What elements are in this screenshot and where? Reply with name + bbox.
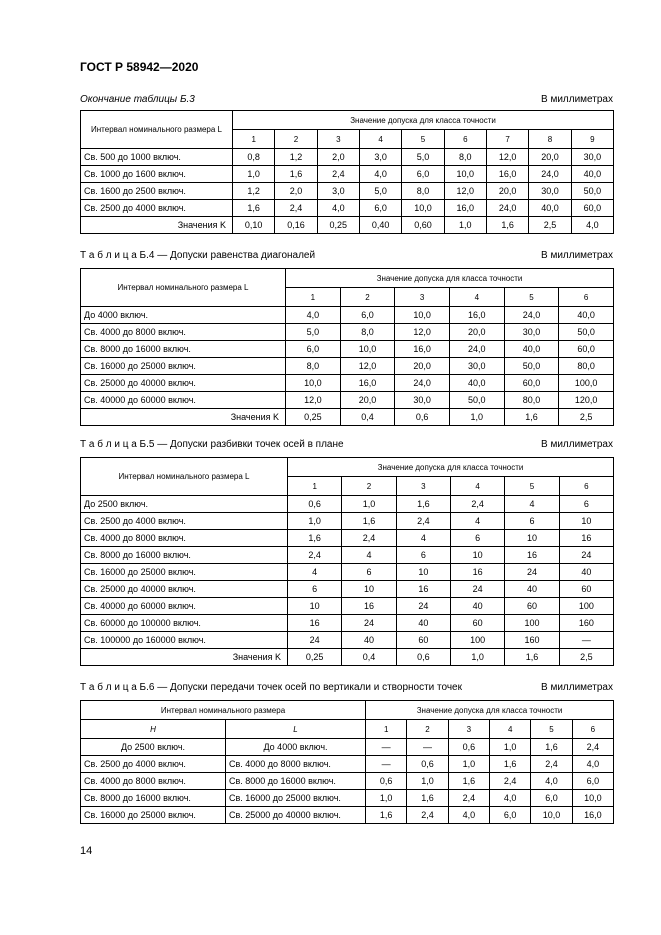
- value-cell: 2,4: [531, 756, 572, 773]
- interval-header: Интервал номинального размера L: [81, 269, 286, 307]
- table-row: [81, 217, 614, 234]
- value-cell: 1,6: [366, 807, 407, 824]
- table-row: [81, 615, 614, 632]
- table-row: [81, 807, 614, 824]
- class-header: 4: [359, 130, 401, 149]
- value-cell: 60,0: [504, 375, 559, 392]
- value-cell: 40,0: [559, 307, 614, 324]
- value-cell: 24: [288, 632, 342, 649]
- value-cell: 4: [396, 530, 450, 547]
- value-cell: 60: [505, 598, 559, 615]
- value-cell: 0,25: [317, 217, 359, 234]
- value-cell: 30,0: [395, 392, 450, 409]
- value-cell: 6,0: [359, 200, 401, 217]
- value-cell: 16: [450, 564, 504, 581]
- value-cell: 1,0: [450, 649, 504, 666]
- table-row: [81, 358, 614, 375]
- row-label: Св. 1600 до 2500 включ.: [81, 183, 233, 200]
- value-cell: 50,0: [449, 392, 504, 409]
- l-interval-cell: Св. 8000 до 16000 включ.: [226, 773, 366, 790]
- table-b4: [80, 268, 614, 426]
- value-cell: 4,0: [286, 307, 341, 324]
- value-cell: 50,0: [571, 183, 613, 200]
- tolerance-group-header: Значение допуска для класса точности: [366, 701, 614, 720]
- value-cell: 30,0: [449, 358, 504, 375]
- row-label: Св. 500 до 1000 включ.: [81, 149, 233, 166]
- value-cell: 6: [559, 496, 613, 513]
- value-cell: 6,0: [340, 307, 395, 324]
- value-cell: 0,25: [286, 409, 341, 426]
- value-cell: 2,0: [275, 183, 317, 200]
- value-cell: 12,0: [340, 358, 395, 375]
- value-cell: —: [366, 739, 407, 756]
- value-cell: 10,0: [444, 166, 486, 183]
- value-cell: 2,5: [529, 217, 571, 234]
- h-interval-cell: Св. 4000 до 8000 включ.: [81, 773, 226, 790]
- interval-header: Интервал номинального размера L: [81, 111, 233, 149]
- value-cell: 40,0: [571, 166, 613, 183]
- value-cell: 6: [396, 547, 450, 564]
- class-header: 4: [490, 720, 531, 739]
- value-cell: 4: [450, 513, 504, 530]
- value-cell: 10: [288, 598, 342, 615]
- value-cell: 10,0: [340, 341, 395, 358]
- class-header: 9: [571, 130, 613, 149]
- table-b3: [80, 110, 614, 234]
- value-cell: 24: [450, 581, 504, 598]
- class-header: 1: [288, 477, 342, 496]
- value-cell: 0,40: [359, 217, 401, 234]
- value-cell: 60,0: [571, 200, 613, 217]
- value-cell: 10: [342, 581, 396, 598]
- value-cell: 16,0: [486, 166, 528, 183]
- table-row: [81, 183, 614, 200]
- value-cell: 10,0: [531, 807, 572, 824]
- value-cell: 50,0: [559, 324, 614, 341]
- value-cell: 24: [342, 615, 396, 632]
- document-header: ГОСТ Р 58942—2020: [80, 60, 199, 74]
- h-interval-cell: Св. 8000 до 16000 включ.: [81, 790, 226, 807]
- value-cell: 6: [450, 530, 504, 547]
- value-cell: 6,0: [531, 790, 572, 807]
- value-cell: 0,6: [396, 649, 450, 666]
- value-cell: 2,4: [275, 200, 317, 217]
- class-header: 1: [286, 288, 341, 307]
- value-cell: 1,6: [486, 217, 528, 234]
- value-cell: 16,0: [449, 307, 504, 324]
- value-cell: 4,0: [531, 773, 572, 790]
- class-header: 3: [317, 130, 359, 149]
- value-cell: 0,10: [233, 217, 275, 234]
- value-cell: 2,0: [317, 149, 359, 166]
- value-cell: 40,0: [504, 341, 559, 358]
- row-label: Св. 8000 до 16000 включ.: [81, 547, 288, 564]
- value-cell: 80,0: [504, 392, 559, 409]
- value-cell: 1,0: [449, 409, 504, 426]
- value-cell: 1,0: [342, 496, 396, 513]
- class-header: 1: [233, 130, 275, 149]
- value-cell: 24: [505, 564, 559, 581]
- value-cell: 6: [505, 513, 559, 530]
- value-cell: 40,0: [449, 375, 504, 392]
- table-row: [81, 581, 614, 598]
- value-cell: 1,6: [342, 513, 396, 530]
- row-label: До 4000 включ.: [81, 307, 286, 324]
- tolerance-group-header: Значение допуска для класса точности: [288, 458, 614, 477]
- interval-header: Интервал номинального размера L: [81, 458, 288, 496]
- value-cell: 5,0: [359, 183, 401, 200]
- value-cell: 12,0: [286, 392, 341, 409]
- value-cell: 2,4: [448, 790, 489, 807]
- value-cell: 6,0: [572, 773, 613, 790]
- value-cell: 10,0: [286, 375, 341, 392]
- table-row: [81, 790, 614, 807]
- value-cell: 10,0: [402, 200, 444, 217]
- table-b4-units: В миллиметрах: [541, 250, 613, 261]
- value-cell: 1,6: [396, 496, 450, 513]
- value-cell: 4,0: [448, 807, 489, 824]
- value-cell: —: [366, 756, 407, 773]
- value-cell: 160: [559, 615, 613, 632]
- table-row: [81, 409, 614, 426]
- class-header: 6: [444, 130, 486, 149]
- value-cell: 8,0: [402, 183, 444, 200]
- table-b5-caption: Т а б л и ц а Б.5 — Допуски разбивки точек осей в плане: [80, 439, 344, 450]
- value-cell: 60: [450, 615, 504, 632]
- row-label: Значения K: [81, 649, 288, 666]
- value-cell: 0,16: [275, 217, 317, 234]
- table-row: [81, 564, 614, 581]
- value-cell: 2,4: [396, 513, 450, 530]
- interval-header: Интервал номинального размера: [81, 701, 366, 720]
- value-cell: 4,0: [359, 166, 401, 183]
- value-cell: 40: [505, 581, 559, 598]
- value-cell: 40: [396, 615, 450, 632]
- value-cell: 80,0: [559, 358, 614, 375]
- value-cell: 16: [505, 547, 559, 564]
- value-cell: 0,6: [395, 409, 450, 426]
- value-cell: 4: [505, 496, 559, 513]
- value-cell: 20,0: [449, 324, 504, 341]
- value-cell: 0,8: [233, 149, 275, 166]
- class-header: 7: [486, 130, 528, 149]
- value-cell: 24: [396, 598, 450, 615]
- value-cell: 1,6: [505, 649, 559, 666]
- value-cell: —: [559, 632, 613, 649]
- value-cell: 1,6: [407, 790, 448, 807]
- value-cell: 1,2: [233, 183, 275, 200]
- value-cell: 2,4: [450, 496, 504, 513]
- value-cell: 16: [342, 598, 396, 615]
- table-b3-caption: Окончание таблицы Б.3: [80, 94, 195, 105]
- row-label: Св. 25000 до 40000 включ.: [81, 581, 288, 598]
- class-header: 5: [531, 720, 572, 739]
- table-b3-units: В миллиметрах: [541, 94, 613, 105]
- table-row: [81, 307, 614, 324]
- table-row: [81, 341, 614, 358]
- value-cell: 8,0: [286, 358, 341, 375]
- value-cell: 0,6: [366, 773, 407, 790]
- table-row: [81, 166, 614, 183]
- value-cell: 160: [505, 632, 559, 649]
- l-interval-cell: Св. 16000 до 25000 включ.: [226, 790, 366, 807]
- value-cell: 24,0: [486, 200, 528, 217]
- row-label: Св. 8000 до 16000 включ.: [81, 341, 286, 358]
- row-label: Значения K: [81, 409, 286, 426]
- value-cell: 20,0: [395, 358, 450, 375]
- value-cell: 4,0: [490, 790, 531, 807]
- table-row: [81, 392, 614, 409]
- table-row: [81, 324, 614, 341]
- value-cell: 0,6: [448, 739, 489, 756]
- value-cell: 1,6: [531, 739, 572, 756]
- table-row: [81, 598, 614, 615]
- value-cell: 40: [559, 564, 613, 581]
- value-cell: 2,4: [490, 773, 531, 790]
- value-cell: 0,4: [340, 409, 395, 426]
- table-b6: [80, 700, 614, 824]
- value-cell: 4,0: [317, 200, 359, 217]
- table-b5-units: В миллиметрах: [541, 439, 613, 450]
- value-cell: 4: [342, 547, 396, 564]
- class-header: 3: [395, 288, 450, 307]
- value-cell: 100: [559, 598, 613, 615]
- value-cell: 24,0: [504, 307, 559, 324]
- class-row: [81, 720, 614, 739]
- header-row: [81, 111, 614, 130]
- row-label: Св. 16000 до 25000 включ.: [81, 358, 286, 375]
- page-number: 14: [80, 845, 93, 857]
- row-label: Св. 40000 до 60000 включ.: [81, 392, 286, 409]
- row-label: Св. 2500 до 4000 включ.: [81, 513, 288, 530]
- value-cell: 2,4: [407, 807, 448, 824]
- value-cell: 100: [450, 632, 504, 649]
- table-b6-caption: Т а б л и ц а Б.6 — Допуски передачи точек осей по вертикали и створности точек: [80, 682, 462, 693]
- value-cell: 60,0: [559, 341, 614, 358]
- value-cell: 10: [559, 513, 613, 530]
- value-cell: 2,4: [342, 530, 396, 547]
- value-cell: 40: [450, 598, 504, 615]
- value-cell: 1,0: [288, 513, 342, 530]
- h-interval-cell: Св. 2500 до 4000 включ.: [81, 756, 226, 773]
- row-label: До 2500 включ.: [81, 496, 288, 513]
- class-header: 2: [340, 288, 395, 307]
- value-cell: 6: [342, 564, 396, 581]
- value-cell: 40,0: [529, 200, 571, 217]
- value-cell: 20,0: [340, 392, 395, 409]
- l-interval-cell: Св. 25000 до 40000 включ.: [226, 807, 366, 824]
- table-b4-caption: Т а б л и ц а Б.4 — Допуски равенства диагоналей: [80, 250, 316, 261]
- value-cell: 60: [559, 581, 613, 598]
- row-label: Св. 100000 до 160000 включ.: [81, 632, 288, 649]
- value-cell: 1,2: [275, 149, 317, 166]
- tolerance-group-header: Значение допуска для класса точности: [286, 269, 614, 288]
- class-header: 6: [559, 477, 613, 496]
- value-cell: 1,6: [275, 166, 317, 183]
- table-b5: [80, 457, 614, 666]
- table-row: [81, 739, 614, 756]
- value-cell: 4,0: [571, 217, 613, 234]
- l-subheader: L: [226, 720, 366, 739]
- class-header: 3: [448, 720, 489, 739]
- value-cell: 10: [396, 564, 450, 581]
- value-cell: 20,0: [486, 183, 528, 200]
- value-cell: 6: [288, 581, 342, 598]
- class-header: 5: [505, 477, 559, 496]
- class-header: 2: [407, 720, 448, 739]
- value-cell: 100: [505, 615, 559, 632]
- table-row: [81, 649, 614, 666]
- table-row: [81, 756, 614, 773]
- value-cell: 12,0: [444, 183, 486, 200]
- value-cell: 1,0: [490, 739, 531, 756]
- row-label: Св. 60000 до 100000 включ.: [81, 615, 288, 632]
- value-cell: 5,0: [286, 324, 341, 341]
- value-cell: 8,0: [340, 324, 395, 341]
- value-cell: 24,0: [395, 375, 450, 392]
- header-row: [81, 701, 614, 720]
- table-row: [81, 530, 614, 547]
- tolerance-group-header: Значение допуска для класса точности: [233, 111, 614, 130]
- h-interval-cell: Св. 16000 до 25000 включ.: [81, 807, 226, 824]
- value-cell: 1,0: [233, 166, 275, 183]
- value-cell: 16: [288, 615, 342, 632]
- value-cell: 60: [396, 632, 450, 649]
- value-cell: 2,5: [559, 409, 614, 426]
- value-cell: 24: [559, 547, 613, 564]
- value-cell: 0,6: [407, 756, 448, 773]
- class-header: 2: [342, 477, 396, 496]
- value-cell: 5,0: [402, 149, 444, 166]
- value-cell: 2,4: [572, 739, 613, 756]
- value-cell: 16: [396, 581, 450, 598]
- value-cell: —: [407, 739, 448, 756]
- header-row: [81, 269, 614, 288]
- class-header: 6: [572, 720, 613, 739]
- class-header: 5: [402, 130, 444, 149]
- value-cell: 3,0: [317, 183, 359, 200]
- class-header: 3: [396, 477, 450, 496]
- value-cell: 10: [450, 547, 504, 564]
- value-cell: 20,0: [529, 149, 571, 166]
- value-cell: 0,4: [342, 649, 396, 666]
- table-row: [81, 149, 614, 166]
- table-row: [81, 773, 614, 790]
- value-cell: 1,6: [448, 773, 489, 790]
- class-header: 6: [559, 288, 614, 307]
- value-cell: 30,0: [504, 324, 559, 341]
- value-cell: 12,0: [395, 324, 450, 341]
- value-cell: 6,0: [490, 807, 531, 824]
- table-row: [81, 200, 614, 217]
- value-cell: 1,0: [407, 773, 448, 790]
- value-cell: 4,0: [572, 756, 613, 773]
- value-cell: 10: [505, 530, 559, 547]
- value-cell: 8,0: [444, 149, 486, 166]
- value-cell: 16: [559, 530, 613, 547]
- value-cell: 2,5: [559, 649, 613, 666]
- class-header: 5: [504, 288, 559, 307]
- value-cell: 2,4: [288, 547, 342, 564]
- value-cell: 10,0: [572, 790, 613, 807]
- table-row: [81, 496, 614, 513]
- value-cell: 16,0: [444, 200, 486, 217]
- value-cell: 40: [342, 632, 396, 649]
- class-header: 8: [529, 130, 571, 149]
- row-label: Значения K: [81, 217, 233, 234]
- value-cell: 10,0: [395, 307, 450, 324]
- l-interval-cell: Св. 4000 до 8000 включ.: [226, 756, 366, 773]
- value-cell: 0,25: [288, 649, 342, 666]
- row-label: Св. 40000 до 60000 включ.: [81, 598, 288, 615]
- value-cell: 16,0: [340, 375, 395, 392]
- value-cell: 30,0: [571, 149, 613, 166]
- value-cell: 50,0: [504, 358, 559, 375]
- header-row: [81, 458, 614, 477]
- value-cell: 1,6: [288, 530, 342, 547]
- value-cell: 24,0: [529, 166, 571, 183]
- row-label: Св. 2500 до 4000 включ.: [81, 200, 233, 217]
- value-cell: 16,0: [572, 807, 613, 824]
- value-cell: 3,0: [359, 149, 401, 166]
- value-cell: 0,6: [288, 496, 342, 513]
- value-cell: 1,0: [366, 790, 407, 807]
- table-row: [81, 375, 614, 392]
- value-cell: 24,0: [449, 341, 504, 358]
- value-cell: 120,0: [559, 392, 614, 409]
- l-interval-cell: До 4000 включ.: [226, 739, 366, 756]
- value-cell: 0,60: [402, 217, 444, 234]
- row-label: Св. 4000 до 8000 включ.: [81, 324, 286, 341]
- class-header: 2: [275, 130, 317, 149]
- value-cell: 100,0: [559, 375, 614, 392]
- value-cell: 1,6: [233, 200, 275, 217]
- value-cell: 2,4: [317, 166, 359, 183]
- h-subheader: H: [81, 720, 226, 739]
- value-cell: 1,0: [444, 217, 486, 234]
- value-cell: 16,0: [395, 341, 450, 358]
- value-cell: 6,0: [402, 166, 444, 183]
- h-interval-cell: До 2500 включ.: [81, 739, 226, 756]
- row-label: Св. 4000 до 8000 включ.: [81, 530, 288, 547]
- value-cell: 4: [288, 564, 342, 581]
- value-cell: 12,0: [486, 149, 528, 166]
- value-cell: 30,0: [529, 183, 571, 200]
- value-cell: 1,0: [448, 756, 489, 773]
- table-b6-units: В миллиметрах: [541, 682, 613, 693]
- table-row: [81, 513, 614, 530]
- table-row: [81, 632, 614, 649]
- value-cell: 1,6: [504, 409, 559, 426]
- table-row: [81, 547, 614, 564]
- class-header: 4: [450, 477, 504, 496]
- row-label: Св. 16000 до 25000 включ.: [81, 564, 288, 581]
- class-header: 4: [449, 288, 504, 307]
- value-cell: 1,6: [490, 756, 531, 773]
- value-cell: 6,0: [286, 341, 341, 358]
- class-header: 1: [366, 720, 407, 739]
- row-label: Св. 25000 до 40000 включ.: [81, 375, 286, 392]
- row-label: Св. 1000 до 1600 включ.: [81, 166, 233, 183]
